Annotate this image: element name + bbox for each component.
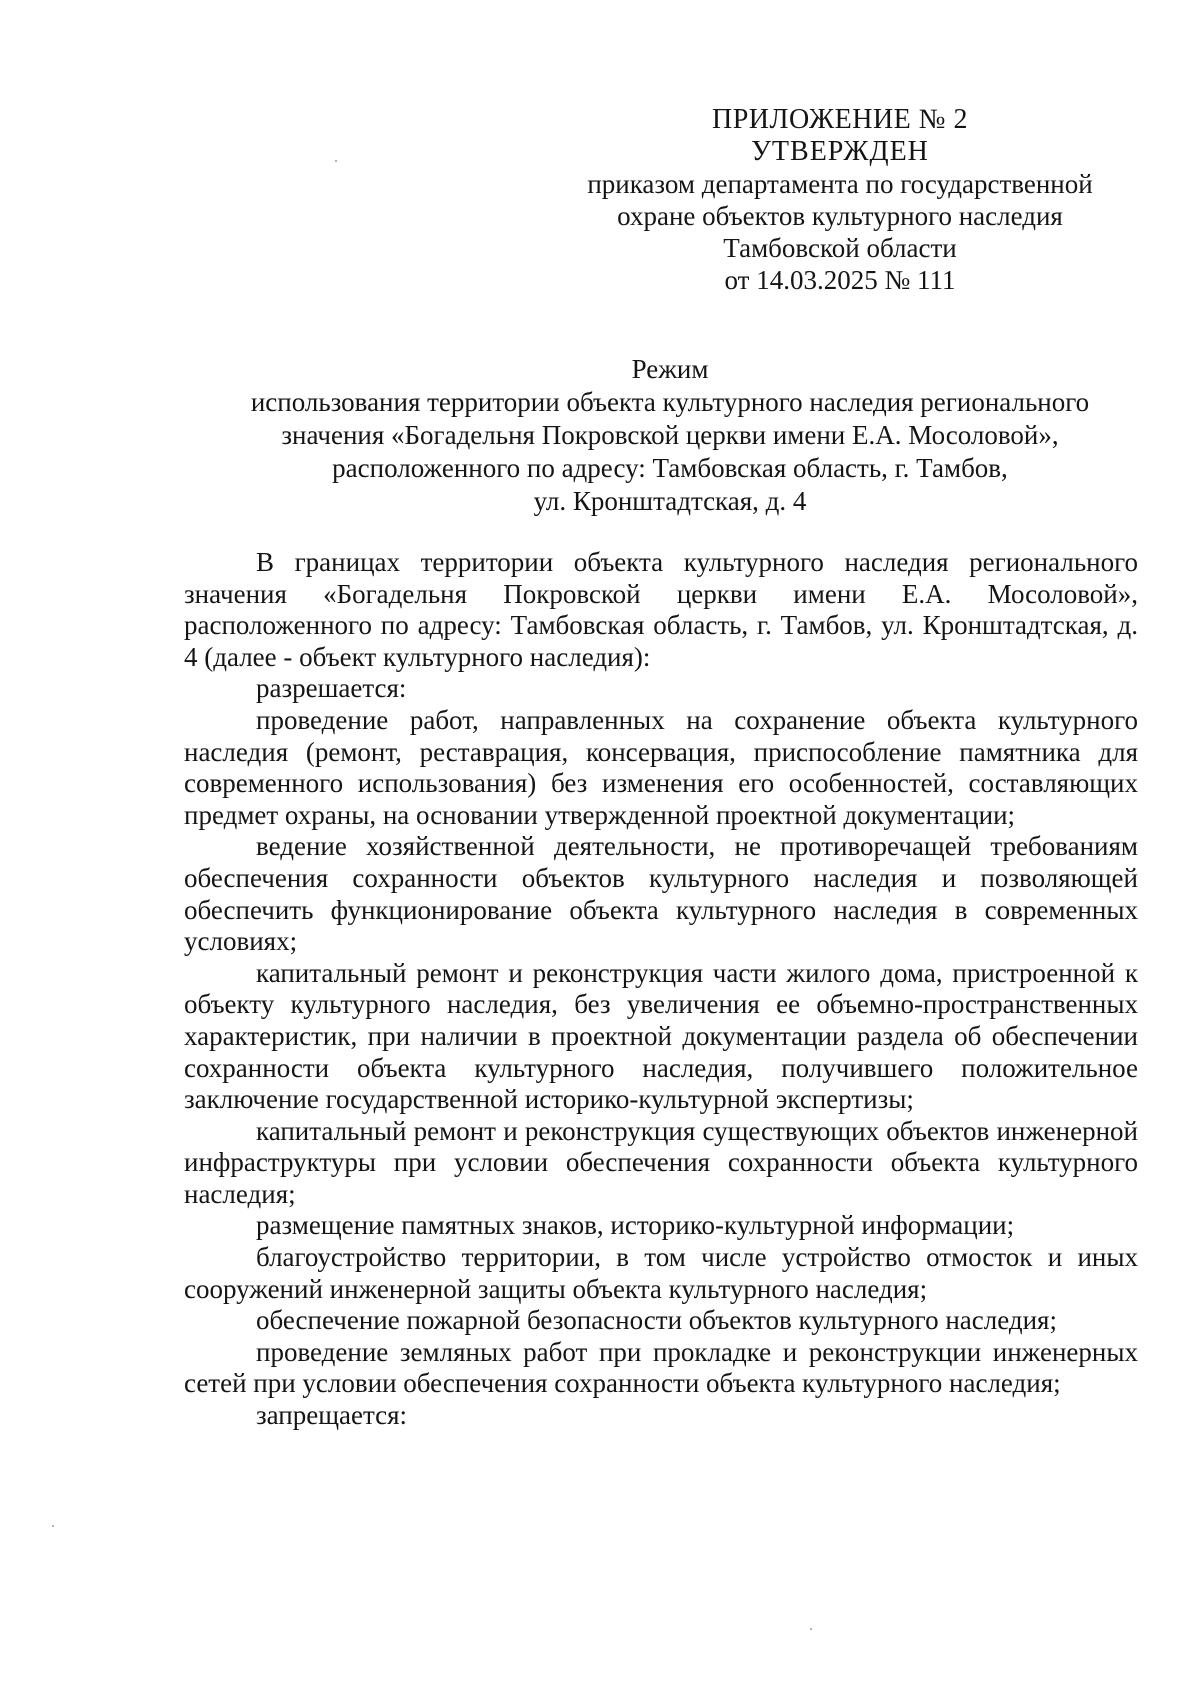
title-line-4: ул. Кронштадтская, д. 4 <box>533 486 807 516</box>
approval-line-3: Тамбовской области <box>723 233 957 263</box>
scan-speck <box>810 1628 812 1630</box>
allowed-item: размещение памятных знаков, историко-культурной информации; <box>256 1210 1015 1241</box>
scan-speck <box>335 160 337 162</box>
approved-heading: УТВЕРЖДЕН <box>751 136 929 167</box>
approval-date-number: от 14.03.2025 № 111 <box>724 265 956 295</box>
allowed-item: проведение работ, направленных на сохранение объекта культурного наследия (ремонт, реставрация, консервация, приспособление памятника для современного использования) без изменения его особенностей, составляющих предмет охраны, на основании утвержденной проектной документации; <box>184 704 1138 830</box>
document-title <box>170 353 1170 518</box>
prohibited-label: запрещается: <box>256 1400 408 1431</box>
allowed-item: капитальный ремонт и реконструкция существующих объектов инженерной инфраструктуры при условии обеспечения сохранности объекта культурного наследия; <box>184 1115 1138 1209</box>
title-line-3: расположенного по адресу: Тамбовская область, г. Тамбов, <box>332 453 1008 483</box>
title-line-2: значения «Богадельня Покровской церкви имени Е.А. Мосоловой», <box>281 420 1059 450</box>
allowed-item: ведение хозяйственной деятельности, не противоречащей требованиям обеспечения сохранности объектов культурного наследия и позволяющей обеспечить функционирование объекта культурного наследия в современных условиях; <box>184 831 1138 957</box>
document-body <box>184 547 1138 1432</box>
scan-speck <box>52 1525 54 1527</box>
approval-stamp-block <box>560 104 1120 296</box>
appendix-number: ПРИЛОЖЕНИЕ № 2 <box>712 104 968 135</box>
allowed-item: проведение земляных работ при прокладке и реконструкции инженерных сетей при условии обеспечения сохранности объекта культурного наследия; <box>184 1336 1138 1399</box>
title-line-1: использования территории объекта культурного наследия регионального <box>250 387 1090 417</box>
allowed-item: благоустройство территории, в том числе устройство отмосток и иных сооружений инженерной защиты объекта культурного наследия; <box>184 1242 1138 1304</box>
approval-line-1: приказом департамента по государственной <box>587 169 1093 199</box>
intro-paragraph: В границах территории объекта культурного наследия регионального значения «Богадельня Покровской церкви имени Е.А. Мосоловой», расположенного по адресу: Тамбовская область, г. Тамбов, ул. Кронштадтская, д. 4 (далее - объект культурного наследия): <box>184 547 1138 672</box>
allowed-label: разрешается: <box>256 673 407 704</box>
title-heading: Режим <box>631 354 709 384</box>
approval-line-2: охране объектов культурного наследия <box>617 201 1063 231</box>
allowed-item: капитальный ремонт и реконструкция части жилого дома, пристроенной к объекту культурного наследия, без увеличения ее объемно-пространственных характеристик, при наличии в проектной документации раздела об обеспечении сохранности объекта культурного наследия, получившего положительное заключение государственной историко-культурной экспертизы; <box>184 957 1138 1115</box>
allowed-item: обеспечение пожарной безопасности объектов культурного наследия; <box>256 1305 1057 1336</box>
